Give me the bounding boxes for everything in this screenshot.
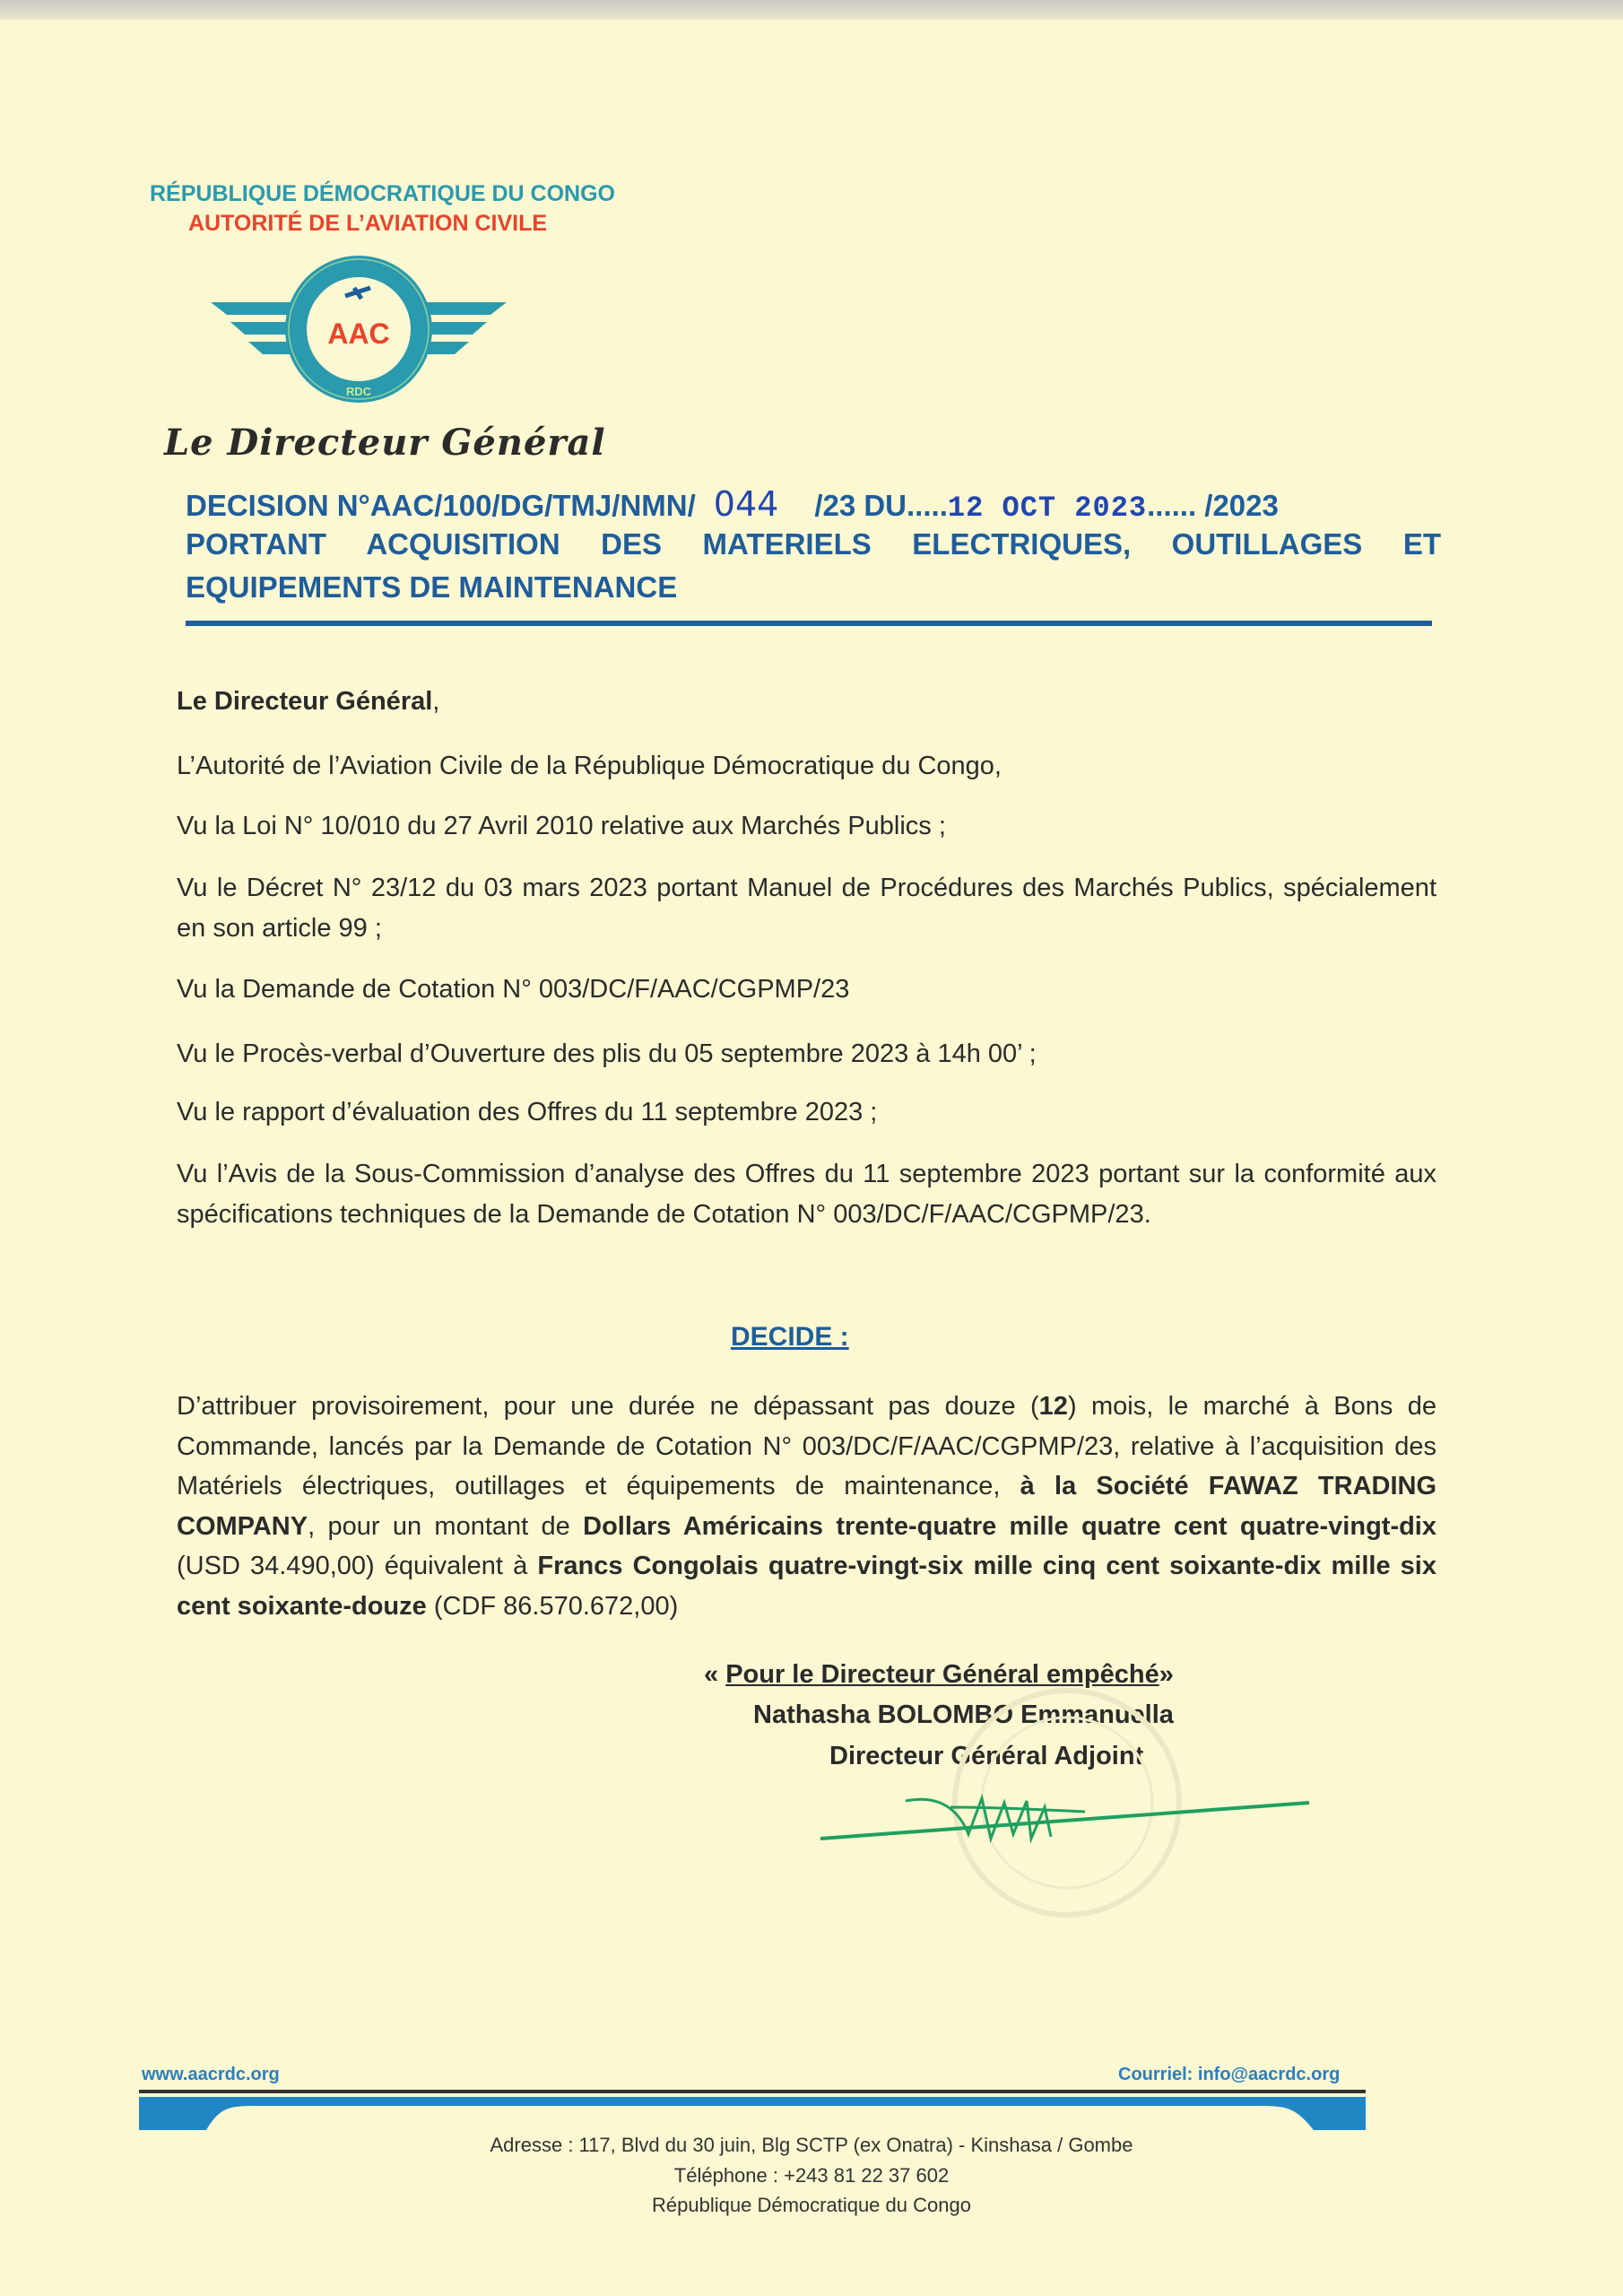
decide-heading: DECIDE : [731,1322,849,1352]
paragraph: Vu le Décret N° 23/12 du 03 mars 2023 portant Manuel de Procédures des Marchés Publics, spécialement en son article 99 ; [177,874,1436,943]
paragraph: Vu la Loi N° 10/010 du 27 Avril 2010 relative aux Marchés Publics ; [177,812,946,840]
signature-capacity: « Pour le Directeur Général empêché» [704,1660,1174,1689]
handwritten-number: 044 [713,484,779,524]
opening: Le Directeur Général, [177,687,440,716]
paragraph: Vu l’Avis de la Sous-Commission d’analyse des Offres du 11 septembre 2023 portant sur la conformité aux spécifications techniques de la Demande de Cotation N° 003/DC/F/AAC/CGPMP/23. [177,1160,1436,1229]
svg-text:RDC: RDC [345,385,372,398]
signature-heading: Le Directeur Général [164,422,606,464]
aac-logo [211,256,507,408]
scan-edge [0,0,1623,20]
paragraph: Vu le rapport d’évaluation des Offres du 11 septembre 2023 ; [177,1098,878,1126]
paragraph: Vu le Procès-verbal d’Ouverture des plis du 05 septembre 2023 à 14h 00’ ; [177,1039,1037,1068]
header-country: RÉPUBLIQUE DÉMOCRATIQUE DU CONGO [150,181,615,206]
title-line-2: PORTANT ACQUISITION DES MATERIELS ELECTRIQUES, OUTILLAGES ET [186,527,1441,561]
logo-acronym: AAC [327,317,390,350]
handwritten-signature [816,1785,1318,1866]
signatory-role: Directeur Général Adjoint [829,1742,1144,1770]
title-divider [186,621,1432,626]
footer-phone: Téléphone : +243 81 22 37 602 [673,2164,950,2187]
decision-number-line: DECISION N°AAC/100/DG/TMJ/NMN/ 044 /23 DU.....12 OCT 2023...... /2023 [186,484,1279,525]
footer-address: Adresse : 117, Blvd du 30 juin, Blg SCTP (ex Onatra) - Kinshasa / Gombe [490,2134,1133,2156]
website-link[interactable]: www.aacrdc.org [142,2065,280,2084]
paragraph: Vu la Demande de Cotation N° 003/DC/F/AAC/CGPMP/23 [177,975,850,1004]
footer-band [139,2090,1366,2133]
footer-country: République Démocratique du Congo [652,2194,971,2216]
header-authority: AUTORITÉ DE L’AVIATION CIVILE [188,211,548,236]
email-link[interactable]: Courriel: info@aacrdc.org [1118,2065,1341,2084]
signatory-name: Nathasha BOLOMBO Emmanuella [753,1700,1174,1729]
title-line-3: EQUIPEMENTS DE MAINTENANCE [186,570,678,604]
paragraph: L’Autorité de l’Aviation Civile de la République Démocratique du Congo, [177,752,1002,780]
date-stamp: 12 OCT 2023 [947,491,1148,525]
decision-paragraph: D’attribuer provisoirement, pour une durée ne dépassant pas douze (12) mois, le marché à Bons de Commande, lancés par la Demande de Cotation N° 003/DC/F/AAC/CGPMP/23, relative à l’acquisition des Matériels électriques, outillages et équipements de maintenance, à la Société FAWAZ TRADING COMPANY, pour un montant de Dollars Américains trente-quatre mille quatre cent quatre-vingt-dix (USD 34.490,00) équivalent à Francs Congolais quatre-vingt-six mille cinq cent soixante-dix mille six cent soixante-douze (CDF 86.570.672,00) [177,1392,1437,1621]
